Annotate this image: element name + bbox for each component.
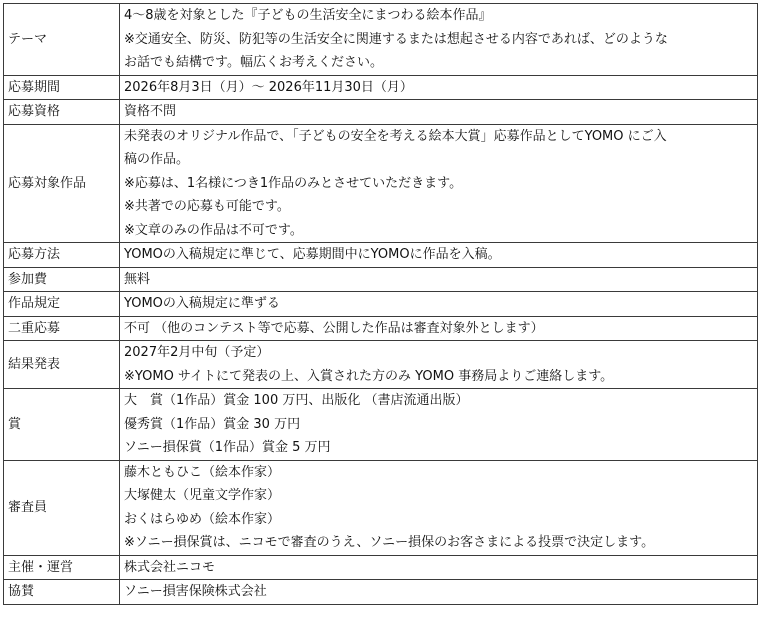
content-line: ※YOMO サイトにて発表の上、入賞された方のみ YOMO 事務局よりご連絡します。 (124, 368, 614, 384)
row-content (120, 555, 758, 580)
content-line: YOMOの入稿規定に準ずる (124, 296, 280, 311)
row-label: 応募対象作品 (4, 124, 120, 243)
row-target-works (4, 124, 758, 243)
content-line: 未発表のオリジナル作品で、「子どもの安全を考える絵本大賞」応募作品としてYOMO にご入 (124, 128, 667, 144)
content-line: 2027年2月中旬（予定） (124, 345, 270, 360)
content-line: 大 賞（1作品）賞金 100 万円、出版化 （書店流通出版） (124, 393, 469, 408)
row-content (120, 75, 758, 100)
row-content (120, 267, 758, 292)
row-label: 二重応募 (4, 316, 120, 341)
row-rules (4, 292, 758, 317)
row-judges (4, 460, 758, 555)
row-organizer (4, 555, 758, 580)
content-line: ※応募は、1名様につき1作品のみとさせていただきます。 (124, 175, 463, 191)
content-line: 2026年8月3日（月）～ 2026年11月30日（月） (124, 79, 413, 95)
row-double-entry (4, 316, 758, 341)
row-content (120, 4, 758, 76)
content-line: 株式会社ニコモ (124, 559, 216, 575)
content-line: 藤木ともひこ（絵本作家） (124, 464, 281, 480)
row-content (120, 124, 758, 243)
row-period (4, 75, 758, 100)
content-line: 不可 （他のコンテスト等で応募、公開した作品は審査対象外とします） (124, 320, 544, 336)
row-content (120, 243, 758, 268)
contest-info-table (3, 3, 758, 605)
row-eligibility (4, 100, 758, 125)
row-label: 参加費 (4, 267, 120, 292)
content-line: お話でも結構です。幅広くお考えください。 (124, 55, 383, 70)
content-line: 優秀賞（1作品）賞金 30 万円 (124, 416, 301, 432)
content-line: 稿の作品。 (124, 152, 190, 167)
row-label: 応募期間 (4, 75, 120, 100)
content-line: 資格不問 (124, 104, 177, 119)
row-label: 応募資格 (4, 100, 120, 125)
row-label: 主催・運営 (4, 555, 120, 580)
row-content (120, 460, 758, 555)
content-line: 無料 (124, 271, 151, 287)
row-sponsor (4, 580, 758, 605)
row-content (120, 389, 758, 461)
row-label: 作品規定 (4, 292, 120, 317)
row-prizes (4, 389, 758, 461)
row-label: 応募方法 (4, 243, 120, 268)
content-line: ※ソニー損保賞は、ニコモで審査のうえ、ソニー損保のお客さまによる投票で決定します。 (124, 535, 655, 550)
row-content (120, 341, 758, 389)
row-label: テーマ (4, 4, 120, 76)
row-content (120, 316, 758, 341)
content-line: ソニー損害保険株式会社 (124, 584, 267, 599)
row-content (120, 292, 758, 317)
content-line: 4～8歳を対象とした『子どもの生活安全にまつわる絵本作品』 (124, 8, 492, 23)
content-line: YOMOの入稿規定に準じて、応募期間中にYOMOに作品を入稿。 (124, 247, 501, 262)
row-label: 協賛 (4, 580, 120, 605)
row-label: 結果発表 (4, 341, 120, 389)
row-fee (4, 267, 758, 292)
row-content (120, 100, 758, 125)
content-line: ※交通安全、防災、防犯等の生活安全に関連するまたは想起させる内容であれば、どのような (124, 31, 668, 47)
row-theme (4, 4, 758, 76)
content-line: ソニー損保賞（1作品）賞金 5 万円 (124, 440, 331, 455)
row-label: 賞 (4, 389, 120, 461)
row-results (4, 341, 758, 389)
row-label: 審査員 (4, 460, 120, 555)
row-content (120, 580, 758, 605)
content-line: 大塚健太（児童文学作家） (124, 488, 281, 503)
content-line: おくはらゆめ（絵本作家） (124, 511, 281, 527)
content-line: ※文章のみの作品は不可です。 (124, 222, 303, 238)
content-line: ※共著での応募も可能です。 (124, 199, 290, 214)
row-method (4, 243, 758, 268)
